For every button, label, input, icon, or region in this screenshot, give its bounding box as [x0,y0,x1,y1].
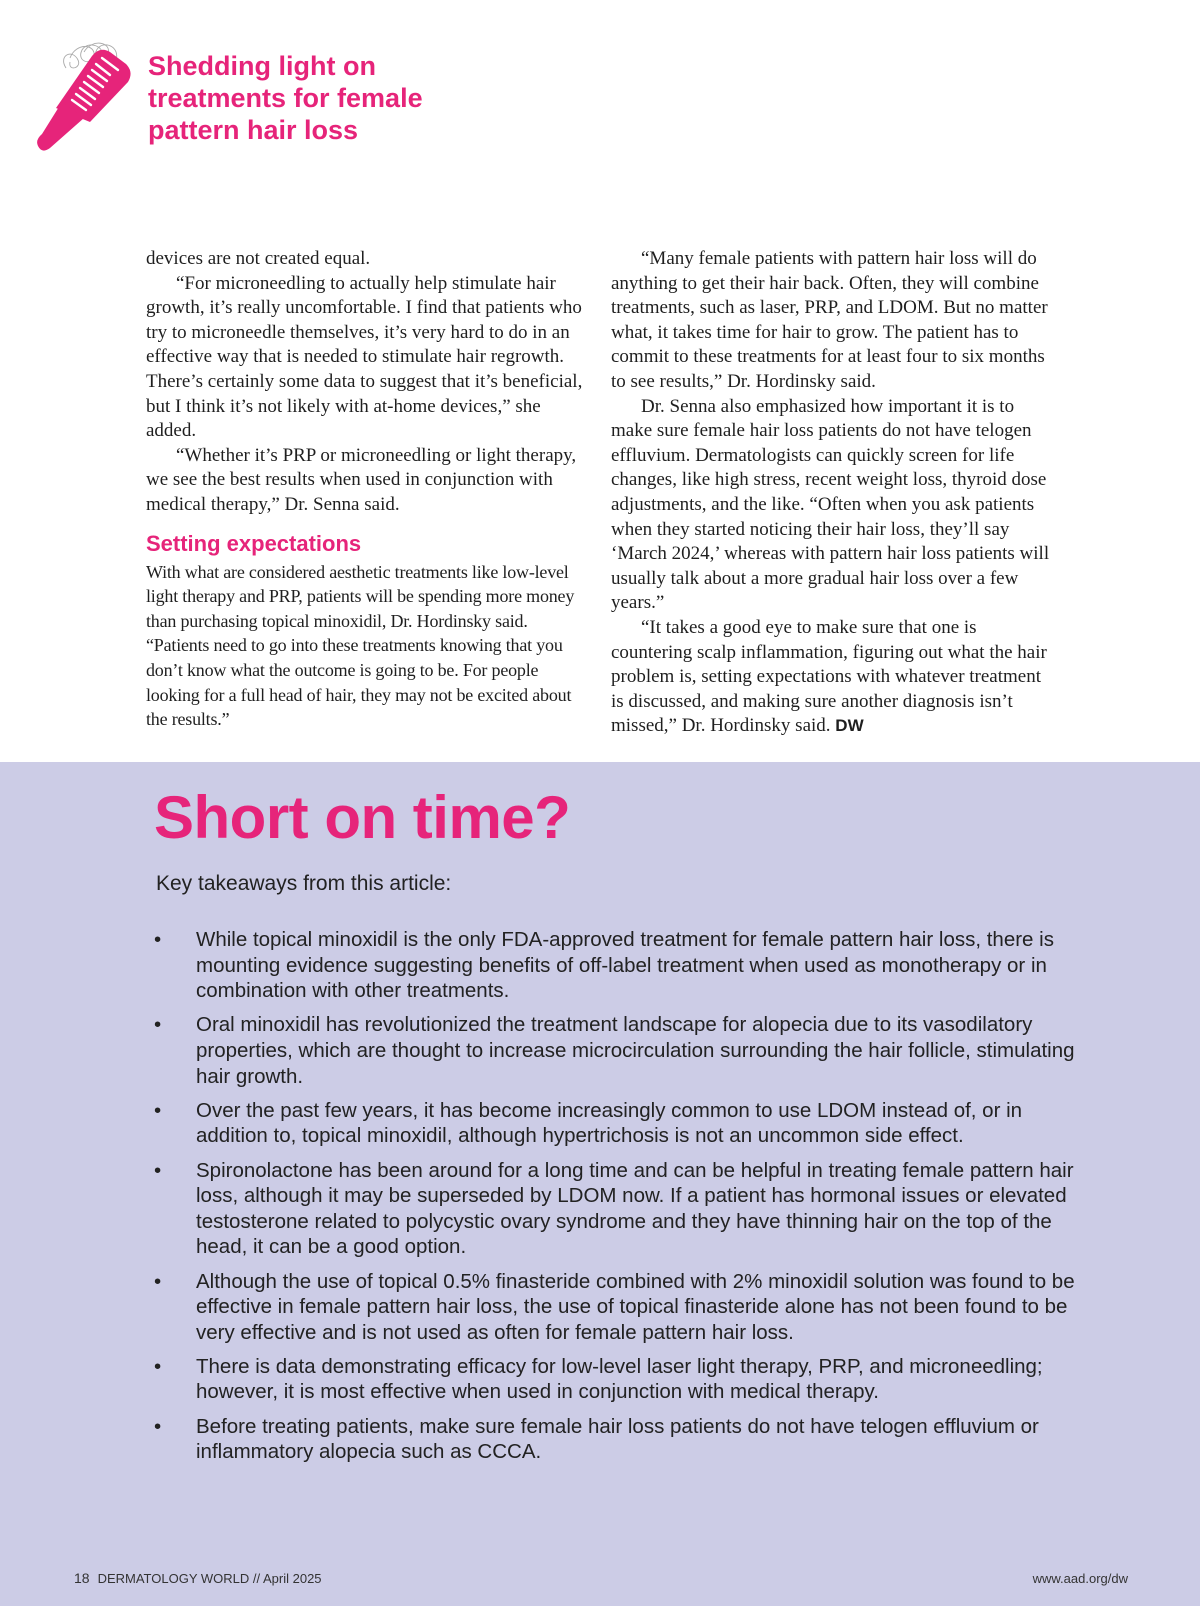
article-column-left [146,247,586,732]
hair-comb-icon [36,38,136,153]
paragraph: Dr. Senna also emphasized how important it is to make sure female hair loss patients do not have telogen effluvium. Dermatologists can quickly screen for life changes, like high stress, recent weight loss, thyroid dose adjustments, and the like. “Often when you ask patients when they started noticing their hair loss, they’ll say ‘March 2024,’ whereas with pattern hair loss patients will usually talk about a more gradual hair loss over a few years.” [611,395,1050,614]
list-item-text: Before treating patients, make sure female hair loss patients do not have telogen effluvium or inflammatory alopecia such as CCCA. [196,1414,1039,1464]
list-item [150,1012,1090,1089]
list-item-text: There is data demonstrating efficacy for low-level laser light therapy, PRP, and microneedling; however, it is most effective when used in conjunction with medical therapy. [196,1354,1043,1404]
box-intro: Key takeaways from this article: [156,872,452,895]
list-item-text: Oral minoxidil has revolutionized the treatment landscape for alopecia due to its vasodilatory properties, which are thought to increase microcirculation surrounding the hair follicle, stimulating hair growth. [196,1013,1075,1088]
list-item [150,1158,1090,1260]
page-number: 18 [74,1570,90,1586]
box-title: Short on time? [154,784,571,851]
list-item [150,927,1090,1004]
takeaways-box [0,762,1200,1606]
list-item [150,1098,1090,1149]
paragraph: With what are considered aesthetic treatments like low-level light therapy and PRP, patients will be spending more money than purchasing topical minoxidil, Dr. Hordinsky said. “Patients need to go into these treatments knowing that you don’t know what the outcome is going to be. For people looking for a full head of hair, they may not be excited about the results.” [146,561,575,730]
list-item-text: While topical minoxidil is the only FDA-approved treatment for female pattern hair loss, there is mounting evidence suggesting benefits of off-label treatment when used as monotherapy or in combination with other treatments. [196,928,1054,1003]
paragraph [611,616,1051,739]
footer-publication [74,1570,322,1586]
list-item [150,1354,1090,1405]
takeaways-list [150,927,1090,1473]
bullet-icon: • [154,1354,162,1378]
paragraph: “Whether it’s PRP or microneedling or light therapy, we see the best results when used in conjunction with medical therapy,” Dr. Senna said. [146,444,577,515]
bullet-icon: • [154,1098,162,1122]
article-column-right [611,247,1051,739]
bullet-icon: • [154,1158,162,1182]
bullet-icon: • [154,1414,162,1438]
bullet-icon: • [154,928,162,951]
list-item [150,1414,1090,1465]
page-title-line-2: treatments for female [148,83,423,113]
bullet-icon: • [154,1013,162,1037]
list-item-text: Spironolactone has been around for a long time and can be helpful in treating female pattern hair loss, although it may be superseded by LDOM now. If a patient has hormonal issues or elevated testosterone related to polycystic ovary syndrome and they have thinning hair on the top of the head, it can be a good option. [196,1158,1074,1259]
list-item-text: Although the use of topical 0.5% finasteride combined with 2% minoxidil solution was found to be effective in female pattern hair loss, the use of topical finasteride alone has not been found to be very effective and is not used as often for female pattern hair loss. [196,1269,1075,1344]
page-title-line-1: Shedding light on [148,51,376,81]
paragraph-text: “It takes a good eye to make sure that one is countering scalp inflammation, figuring out what the hair problem is, setting expectations with whatever treatment is discussed, and making sure another diagnosis isn’t missed,” Dr. Hordinsky said. [611,616,1047,737]
publication-name: DERMATOLOGY WORLD // April 2025 [97,1571,322,1586]
signoff-mark: DW [835,716,864,736]
paragraph: devices are not created equal. [146,248,371,269]
paragraph: “Many female patients with pattern hair loss will do anything to get their hair back. Often, they will combine treatments, such as laser, PRP, and LDOM. But no matter what, it takes time for hair to grow. The patient has to commit to these treatments for at least four to six months to see results,” Dr. Hordinsky said. [611,248,1048,392]
list-item [150,1269,1090,1346]
paragraph: “For microneedling to actually help stimulate hair growth, it’s really uncomfortable. I find that patients who try to microneedle themselves, it’s very hard to do in an effective way that is needed to stimulate hair regrowth. There’s certainly some data to suggest that it’s beneficial, but I think it’s not likely with at-home devices,” she added. [146,272,583,442]
section-heading: Setting expectations [146,530,362,556]
page-title-line-3: pattern hair loss [148,115,359,145]
list-item-text: Over the past few years, it has become increasingly common to use LDOM instead of, or in addition to, topical minoxidil, although hypertrichosis is not an uncommon side effect. [196,1098,1023,1148]
footer-url[interactable]: www.aad.org/dw [1032,1571,1128,1586]
bullet-icon: • [154,1269,162,1293]
page-title [148,50,488,146]
